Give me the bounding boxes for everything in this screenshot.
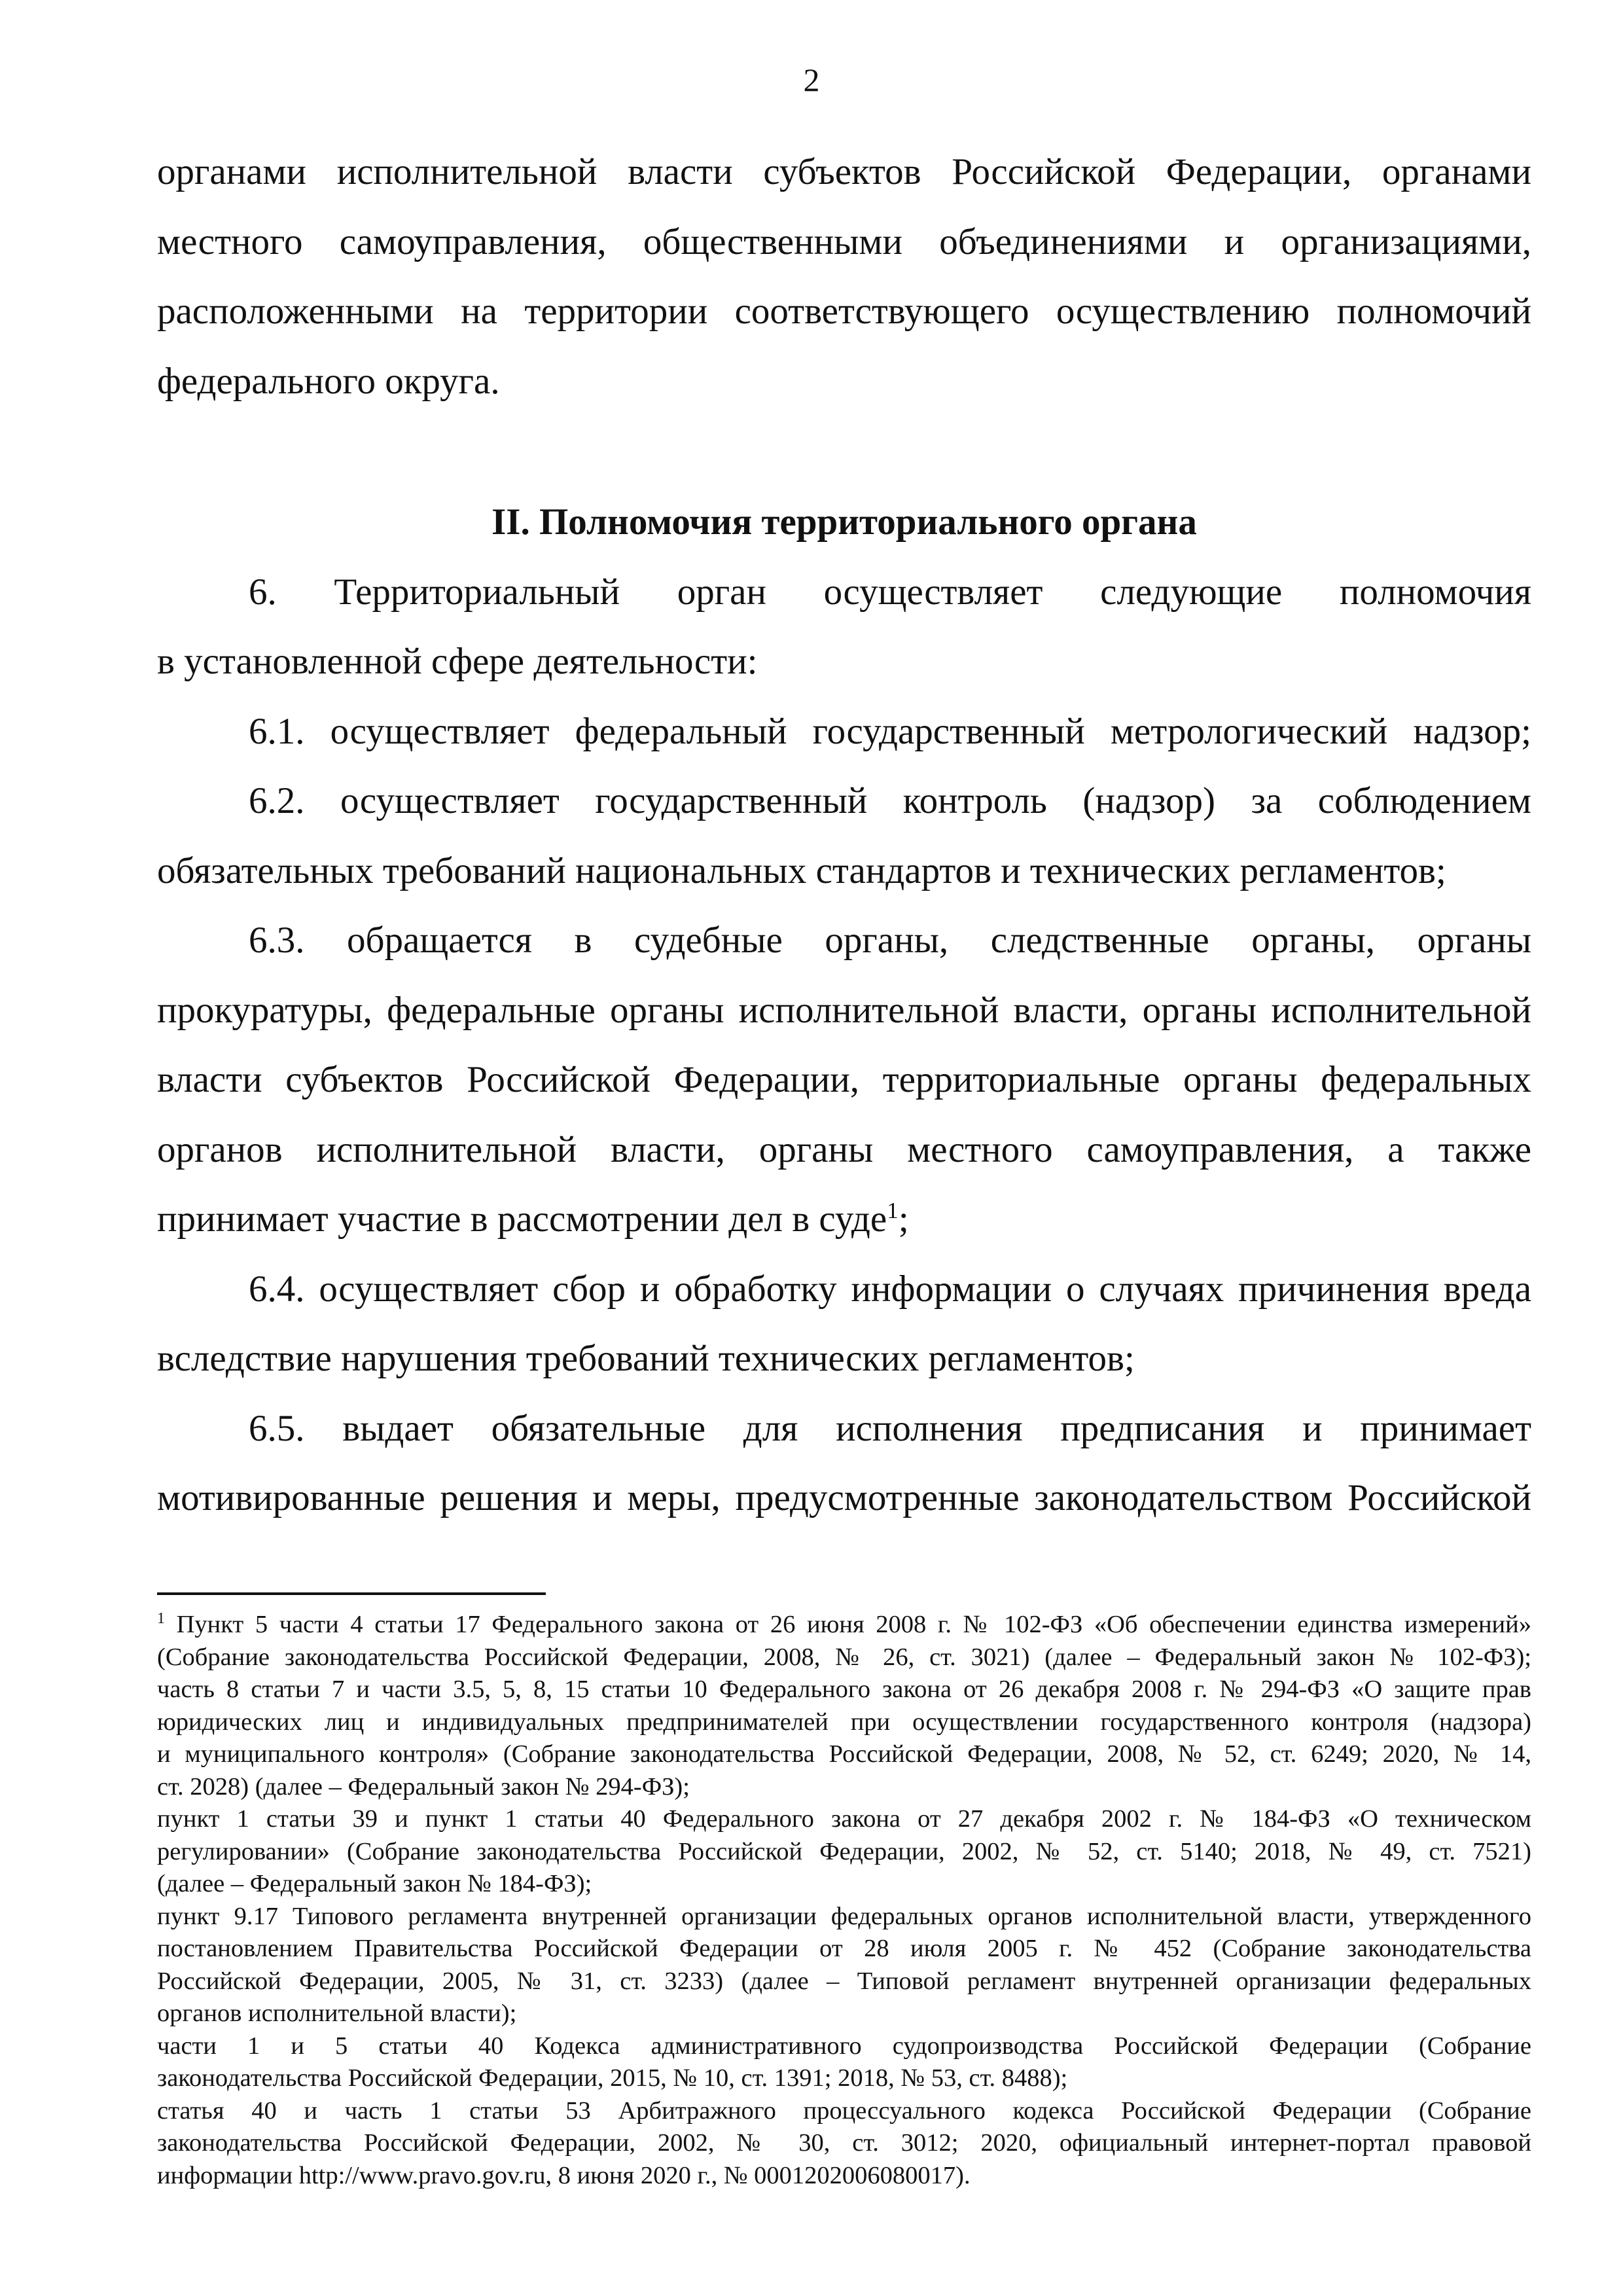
footnote-line: юридических лиц и индивидуальных предпринимателей при осуществлении государственного контроля (надзора) (157, 1708, 1531, 1736)
footnote-line: части 1 и 5 статьи 40 Кодекса административного судопроизводства Российской Федерации (Собрание (157, 2032, 1531, 2060)
footnote-line: постановлением Правительства Российской Федерации от 28 июля 2005 г. № 452 (Собрание законодательства (157, 1935, 1531, 1962)
footnote-line: (далее – Федеральный закон № 184-ФЗ); (157, 1870, 592, 1897)
footnote-line: пункт 9.17 Типового регламента внутренней организации федеральных органов исполнительной власти, утвержденного (157, 1902, 1531, 1930)
body-line: 6.2. осуществляет государственный контроль (надзор) за соблюдением (249, 780, 1531, 821)
list-item-6-2 (157, 766, 1531, 906)
footnote-line: органов исполнительной власти); (157, 2000, 517, 2027)
body-line: 6.3. обращается в судебные органы, следственные органы, органы (249, 920, 1531, 961)
list-item-6-4 (157, 1255, 1531, 1394)
body-text-fragment: принимает участие в рассмотрении дел в суде (157, 1198, 887, 1240)
body-line: обязательных требований национальных стандартов и технических регламентов; (157, 850, 1446, 891)
footnote-separator (157, 1592, 546, 1595)
body-line: 6.4. осуществляет сбор и обработку информации о случаях причинения вреда (249, 1268, 1531, 1310)
footnote-line: часть 8 статьи 7 и части 3.5, 5, 8, 15 статьи 10 Федерального закона от 26 декабря 2008 г. № 294-ФЗ «О защите прав (157, 1676, 1531, 1703)
footnote-line: Российской Федерации, 2005, № 31, ст. 3233) (далее – Типовой регламент внутренней организации федеральных (157, 1967, 1531, 1995)
body-line: органов исполнительной власти, органы местного самоуправления, а также (157, 1128, 1531, 1170)
body-line: прокуратуры, федеральные органы исполнительной власти, органы исполнительной (157, 989, 1531, 1031)
footnote-line: законодательства Российской Федерации, 2015, № 10, ст. 1391; 2018, № 53, ст. 8488); (157, 2064, 1068, 2092)
list-item-6-3 (157, 906, 1531, 1255)
footnote-line: статья 40 и часть 1 статьи 53 Арбитражного процессуального кодекса Российской Федерации (Собрание (157, 2096, 1531, 2125)
body-line: расположенными на территории соответствующего осуществлению полномочий (157, 291, 1531, 332)
body-line: власти субъектов Российской Федерации, территориальные органы федеральных (157, 1059, 1531, 1100)
footnote-line: законодательства Российской Федерации, 2002, № 30, ст. 3012; 2020, официальный интернет-портал правовой (157, 2129, 1531, 2157)
footnote-line: и муниципального контроля» (Собрание законодательства Российской Федерации, 2008, № 52, ст. 6249; 2020, № 14, (157, 1740, 1531, 1768)
body-line: в установленной сфере деятельности: (157, 641, 758, 682)
footnote-text: Пункт 5 части 4 статьи 17 Федерального закона от 26 июня 2008 г. № 102-ФЗ «Об обеспечении единства измерений» (176, 1611, 1531, 1638)
body-line: органами исполнительной власти субъектов Российской Федерации, органами (157, 151, 1531, 192)
body-line: 6. Территориальный орган осуществляет следующие полномочия (249, 571, 1531, 613)
footnote-line: регулировании» (Собрание законодательства Российской Федерации, 2002, № 52, ст. 5140; 2018, № 49, ст. 7521) (157, 1837, 1531, 1865)
body-line (157, 1185, 1531, 1255)
section-heading: II. Полномочия территориального органа (491, 501, 1197, 543)
footnote-line: информации http://www.pravo.gov.ru, 8 июня 2020 г., № 0001202006080017). (157, 2161, 971, 2189)
body-line: мотивированные решения и меры, предусмотренные законодательством Российской (157, 1477, 1531, 1518)
document-body (157, 137, 1531, 1534)
footnote-marker: 1 (157, 1610, 165, 1628)
footnote-line (157, 1609, 1531, 1641)
list-item-6 (157, 558, 1531, 697)
footnotes (157, 1609, 1531, 2192)
body-text-fragment: ; (898, 1198, 909, 1240)
body-line: 6.5. выдает обязательные для исполнения предписания и принимает (249, 1407, 1531, 1449)
body-line: федерального округа. (157, 360, 500, 402)
list-item-6-1 (157, 697, 1531, 767)
list-item-6-5 (157, 1394, 1531, 1534)
footnote-line: ст. 2028) (далее – Федеральный закон № 294-ФЗ); (157, 1772, 690, 1801)
body-line: вследствие нарушения требований технических регламентов; (157, 1338, 1135, 1379)
footnote-line: пункт 1 статьи 39 и пункт 1 статьи 40 Федерального закона от 27 декабря 2002 г. № 184-ФЗ «О техническом (157, 1805, 1531, 1833)
page-number: 2 (803, 62, 820, 98)
footnote-line: (Собрание законодательства Российской Федерации, 2008, № 26, ст. 3021) (далее – Федеральный закон № 102-ФЗ); (157, 1643, 1531, 1671)
body-line: 6.1. осуществляет федеральный государственный метрологический надзор; (249, 710, 1531, 752)
body-line: местного самоуправления, общественными объединениями и организациями, (157, 221, 1531, 262)
footnote-reference: 1 (887, 1198, 899, 1223)
